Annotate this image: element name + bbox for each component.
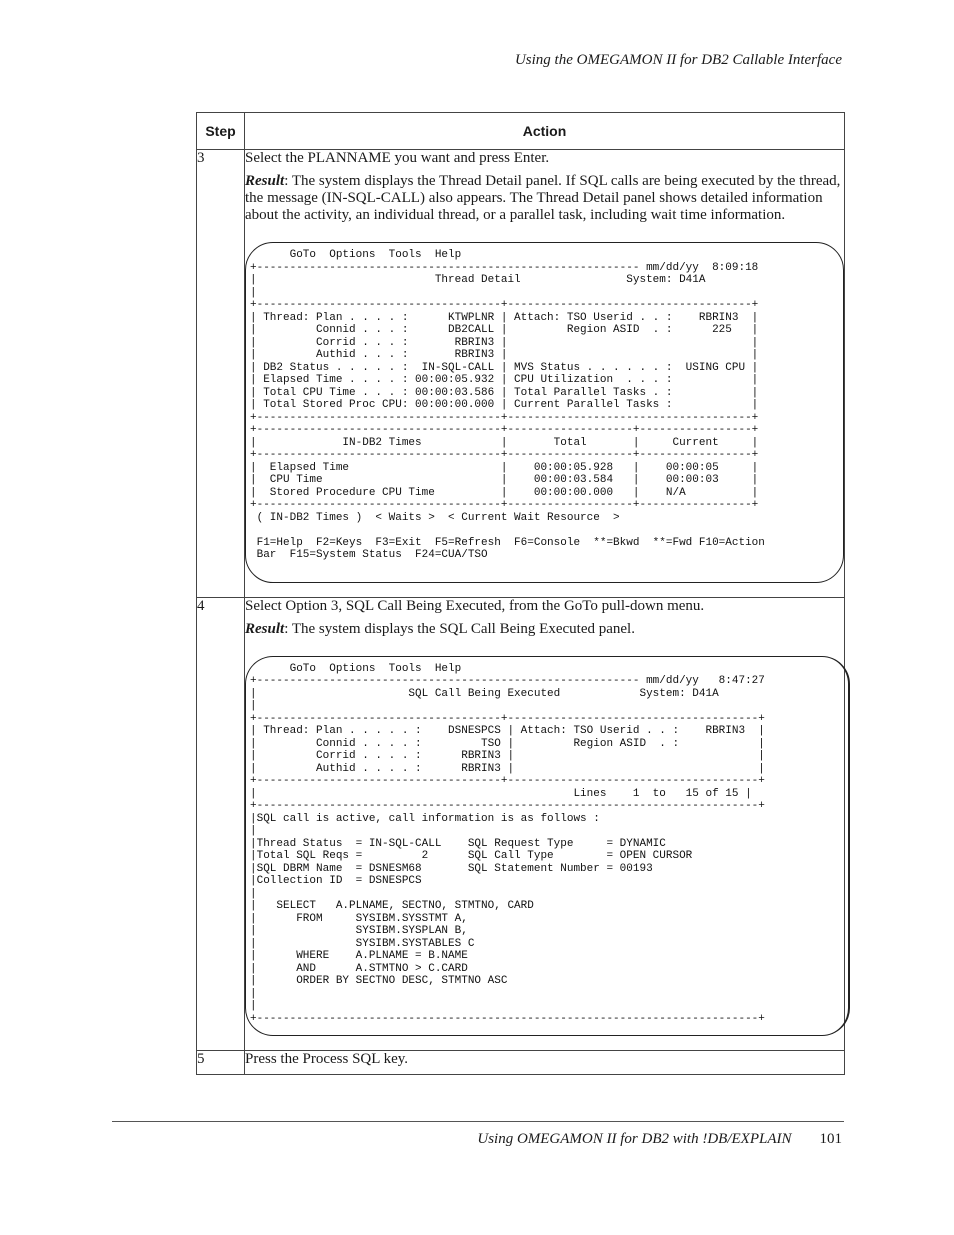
step-number: 3 xyxy=(197,150,245,598)
footer-title: Using OMEGAMON II for DB2 with !DB/EXPLAIN xyxy=(477,1131,792,1147)
step-instruction: Select the PLANNAME you want and press Enter. xyxy=(245,150,550,166)
step-action xyxy=(245,1051,845,1075)
step-instruction: Select Option 3, SQL Call Being Executed, from the GoTo pull-down menu. xyxy=(245,597,705,614)
table-row xyxy=(197,150,845,598)
result-label: Result xyxy=(245,173,285,189)
table-header-row xyxy=(197,113,845,150)
running-head: Using the OMEGAMON II for DB2 Callable Interface xyxy=(514,52,842,68)
step-column-header: Step xyxy=(197,113,245,150)
thread-detail-screen xyxy=(245,242,844,583)
procedure-table xyxy=(196,112,845,1075)
result-label: Result xyxy=(245,620,285,637)
page-number: 101 xyxy=(819,1131,842,1147)
step-result xyxy=(245,173,844,224)
result-text: : The system displays the Thread Detail panel. If SQL calls are being executed by the thread, the message (IN-SQL-CALL) also appears. The Thread Detail panel shows detailed information about the activity, an individual thread, or a parallel task, including wait time information. xyxy=(245,173,841,223)
sql-call-screen-text: GoTo Options Tools Help +---------------------------------------------------------- mm/dd/yy 8:47:27 | SQL Call Being Executed System: D41A | +-------------------------------------+--------------------------------------+ | Thread: Plan . . . . . : DSNESPCS | Attach: TSO Userid . . : RBRIN3 | | Connid . . . . : TSO | Region ASID . : | | Corrid . . . . : RBRIN3 | | | Authid . . . . : RBRIN3 | | +-------------------------------------+--------------------------------------+ | Lines 1 to 15 of 15 | +----------------------------------------------------------------------------+ |SQL call is active, call information is as follows : | |Thread Status = IN-SQL-CALL SQL Request Type = DYNAMIC |Total SQL Reqs = 2 SQL Call Type = OPEN CURSOR |SQL DBRM Name = DSNESM68 SQL Statement Number = 00193 |Collection ID = DSNESPCS | | SELECT A.PLNAME, SECTNO, STMTNO, CARD | FROM SYSIBM.SYSSTMT A, | SYSIBM.SYSPLAN B, | SYSIBM.SYSTABLES C | WHERE A.PLNAME = B.NAME | AND A.STMTNO > C.CARD | ORDER BY SECTNO DESC, STMTNO ASC | | +----------------------------------------------------------------------------+ xyxy=(250,662,765,1025)
step-action xyxy=(245,150,845,598)
table-row xyxy=(197,1051,845,1075)
step-action xyxy=(245,597,845,1051)
step-instruction: Press the Process SQL key. xyxy=(245,1051,409,1067)
thread-detail-screen-text: GoTo Options Tools Help +---------------------------------------------------------- mm/dd/yy 8:09:18 | Thread Detail System: D41A | +-------------------------------------+-------------------------------------+ | Thread: Plan . . . . : KTWPLNR | Attach: TSO Userid . . : RBRIN3 | | Connid . . . : DB2CALL | Region ASID . : 225 | | Corrid . . . : RBRIN3 | | | Authid . . . : RBRIN3 | | | DB2 Status . . . . . : IN-SQL-CALL | MVS Status . . . . . . : USING CPU | | Elapsed Time . . . . : 00:00:05.932 | CPU Utilization . . . : | | Total CPU Time . . . : 00:00:03.586 | Total Parallel Tasks . : | | Total Stored Proc CPU: 00:00:00.000 | Current Parallel Tasks : | +-------------------------------------+-------------------------------------+ +-------------------------------------+-------------------+-----------------+ | IN-DB2 Times | Total | Current | +-------------------------------------+-------------------+-----------------+ | Elapsed Time | 00:00:05.928 | 00:00:05 | | CPU Time | 00:00:03.584 | 00:00:03 | | Stored Procedure CPU Time | 00:00:00.000 | N/A | +-------------------------------------+-------------------+-----------------+ ( IN-DB2 Times ) < Waits > < Current Wait Resource > F1=Help F2=Keys F3=Exit F5=Refresh F6=Console **=Bkwd **=Fwd F10=Action Bar F15=System Status F24=CUA/TSO xyxy=(250,249,765,561)
table-row xyxy=(197,597,845,1051)
footer-rule xyxy=(112,1121,844,1122)
step-result xyxy=(245,621,844,638)
result-text: : The system displays the SQL Call Being Executed panel. xyxy=(284,620,635,637)
step-number: 4 xyxy=(197,597,245,1051)
sql-call-screen xyxy=(245,656,850,1037)
step-number: 5 xyxy=(197,1051,245,1075)
page-footer xyxy=(477,1131,842,1148)
action-column-header: Action xyxy=(245,113,845,150)
